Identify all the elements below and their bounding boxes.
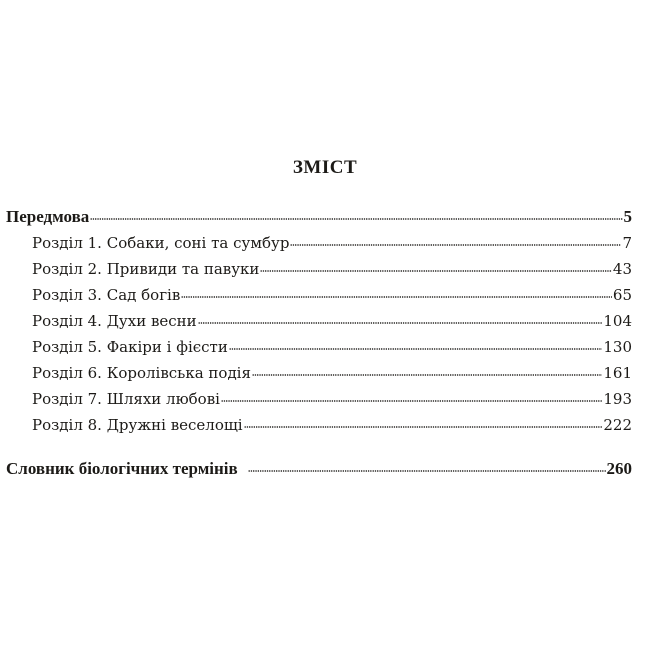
toc-entry-label: Розділ 3. Сад богів <box>32 286 181 304</box>
toc-entry-label: Розділ 5. Факіри і фієсти <box>32 338 228 356</box>
toc-entry-label: Розділ 2. Привиди та павуки <box>32 260 260 278</box>
toc-entry-page: 65 <box>612 286 632 304</box>
toc-entry-glossary <box>6 456 632 482</box>
toc-entry-page: 260 <box>606 459 632 478</box>
toc-entry-page: 161 <box>603 364 632 382</box>
toc-entry-label: Розділ 4. Духи весни <box>32 312 197 330</box>
toc-entry-chapter-8 <box>6 412 632 438</box>
toc-entry-preface <box>6 204 632 230</box>
toc-entry-chapter-2 <box>6 256 632 282</box>
toc-entry-label: Передмова <box>6 207 90 226</box>
toc-entry-chapter-6 <box>6 360 632 386</box>
toc-entry-label: Розділ 7. Шляхи любові <box>32 390 220 408</box>
toc-entry-chapter-7 <box>6 386 632 412</box>
toc-entry-page: 7 <box>622 234 632 252</box>
dot-leader <box>252 374 602 376</box>
toc-entry-chapter-5 <box>6 334 632 360</box>
dot-leader <box>181 296 612 298</box>
toc-entry-label: Розділ 8. Дружні веселощі <box>32 416 243 434</box>
page-title: ЗМІСТ <box>292 157 358 178</box>
dot-leader <box>290 244 621 246</box>
toc-entry-label: Словник біологічних термінів <box>6 459 238 478</box>
toc-entry-page: 5 <box>623 207 632 226</box>
dot-leader <box>244 426 603 428</box>
toc-entry-label: Розділ 6. Королівська подія <box>32 364 251 382</box>
dot-leader <box>260 270 611 272</box>
toc-entry-page: 130 <box>603 338 632 356</box>
toc-entry-label: Розділ 1. Собаки, соні та сумбур <box>32 234 290 252</box>
table-of-contents <box>6 204 632 482</box>
toc-entry-chapter-3 <box>6 282 632 308</box>
dot-leader <box>198 322 603 324</box>
toc-entry-page: 193 <box>603 390 632 408</box>
dot-leader <box>229 348 603 350</box>
toc-entry-chapter-4 <box>6 308 632 334</box>
toc-entry-page: 104 <box>603 312 632 330</box>
dot-leader <box>248 470 606 472</box>
toc-entry-page: 222 <box>603 416 632 434</box>
dot-leader <box>221 400 602 402</box>
toc-entry-page: 43 <box>612 260 632 278</box>
dot-leader <box>90 218 622 220</box>
toc-entry-chapter-1 <box>6 230 632 256</box>
